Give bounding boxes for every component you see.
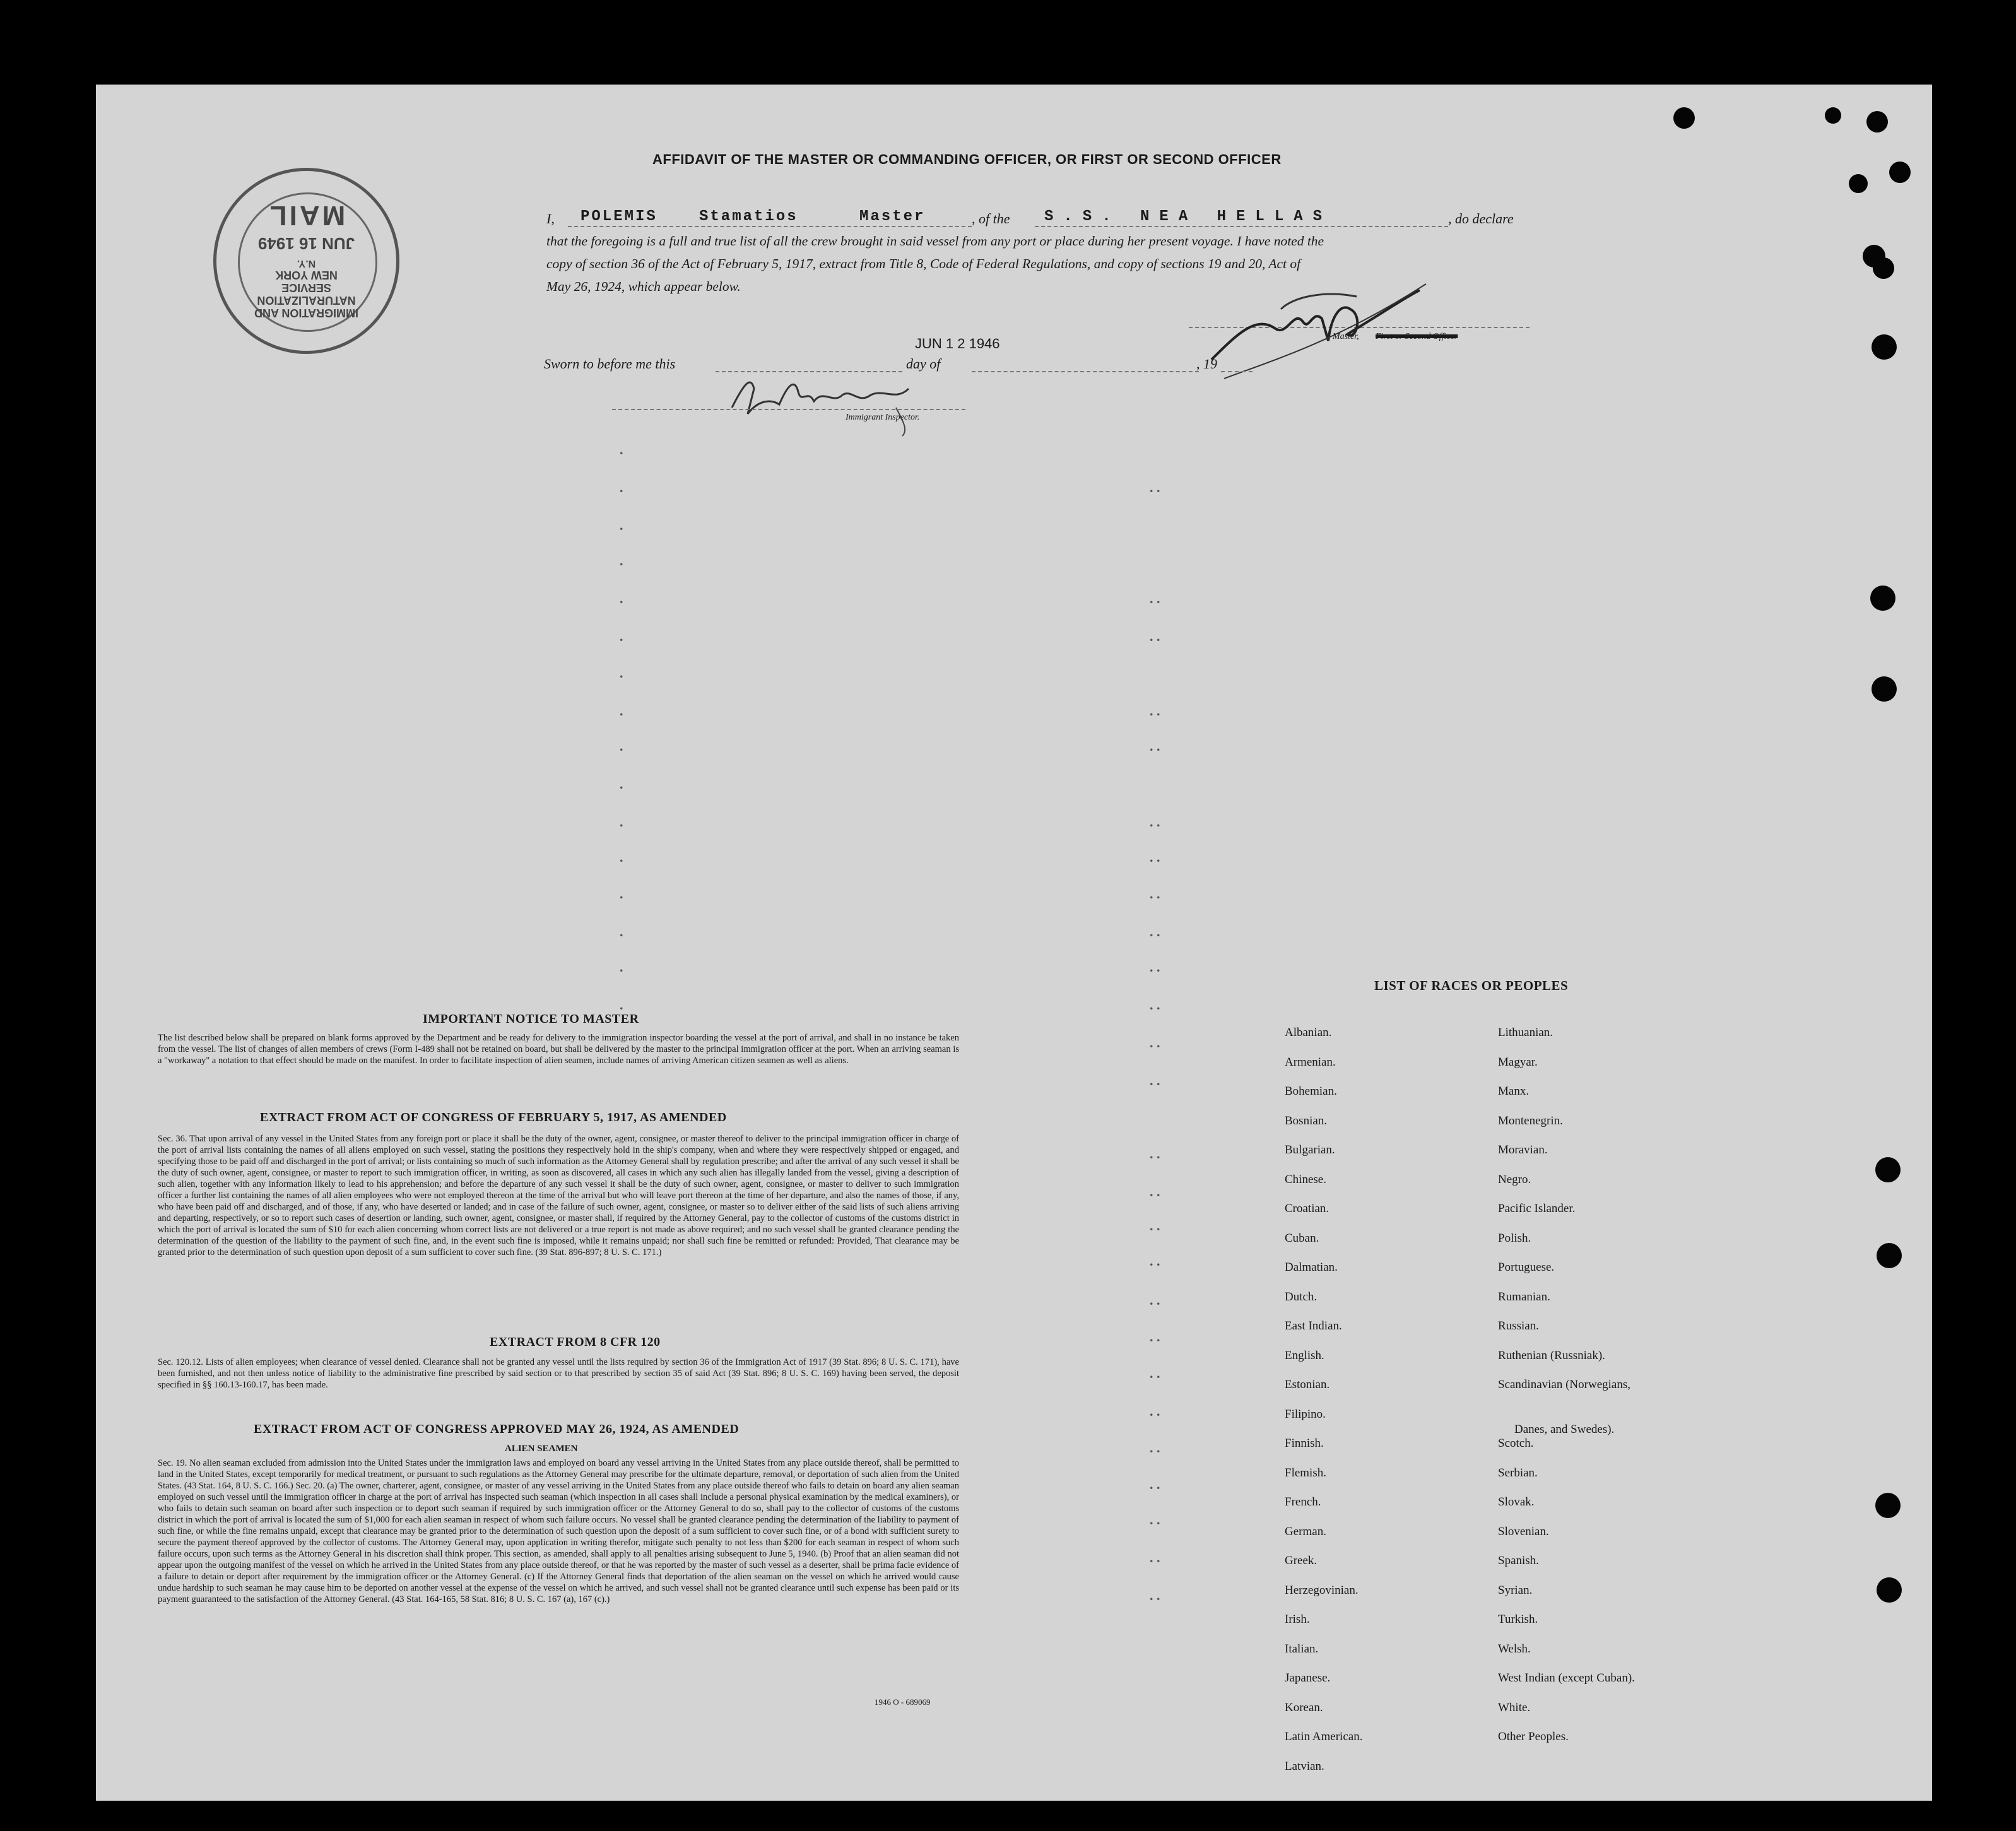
race-item: Filipino. <box>1285 1407 1326 1421</box>
race-item: Scotch. <box>1498 1437 1534 1450</box>
race-item: White. <box>1498 1700 1531 1714</box>
race-item: West Indian (except Cuban). <box>1498 1671 1635 1685</box>
race-item: Dutch. <box>1285 1290 1317 1304</box>
extract-1917-body: Sec. 36. That upon arrival of any vessel in the United States from any foreign port or place it shall be the duty of the owner, agent, consignee, or master thereof to deliver to the principal immigration officer in charge of the port of arrival lists containing the names of all aliens employed on such vessel, stating the positions they respectively hold in the ship's company, when and where they were respectively shipped or engaged, and specifying those to be paid off and discharged in the port of arrival; or lists containing so much of such information as the Attorney General shall by regulation prescribe; and after the arrival of any such vessel it shall be the duty of such owner, agent, consignee, or master to report to such immigration officer, in writing, as soon as discovered, all cases in which any such alien has illegally landed from the vessel, giving a description of such alien, together with any information likely to lead to his apprehension; and before the departure of any such vessel it shall be the duty of such owner, agent, consignee, or master to deliver to such immigration officer a further list containing the names of all alien employees who were not employed thereon at the time of the arrival but who will leave port thereon at the time of her departure, and also the names of those, if any, who have been paid off and discharged, and of those, if any, who have deserted or landed; and in case of the failure of such owner, agent, consignee, or master so to deliver either of the said lists of such aliens arriving and departing, respectively, or so to report such cases of desertion or landing, such owner, agent, consignee, or master shall, if required by the Attorney General, pay to the collector of customs of the customs district in which the port of arrival is located the sum of $10 for each alien concerning whom correct lists are not delivered or a true report is not made as above required; and no such vessel shall be granted clearance pending the determination of the question of the liability to the payment of such fine, and, in the event such fine is imposed, while it remains unpaid; nor shall such fine be remitted or refunded: Provided, That clearance may be granted prior to the determination of such question upon deposit of a sum sufficient to cover such fine. (39 Stat. 896-897; 8 U. S. C. 171.) <box>158 1134 959 1257</box>
race-item: Slovak. <box>1498 1495 1535 1509</box>
race-item: Magyar. <box>1498 1055 1538 1069</box>
punch-hole <box>1875 1157 1901 1182</box>
print-code: 1946 O - 689069 <box>875 1697 931 1707</box>
master-given-name: Stamatios <box>699 208 798 225</box>
punch-hole <box>1872 676 1897 702</box>
punch-hole <box>1849 174 1868 193</box>
race-item: Bosnian. <box>1285 1114 1328 1127</box>
race-item: Polish. <box>1498 1231 1531 1245</box>
race-item: Lithuanian. <box>1498 1026 1553 1039</box>
punch-hole <box>1825 107 1841 124</box>
race-item: Pacific Islander. <box>1498 1202 1576 1215</box>
day-of-label: day of <box>906 356 941 372</box>
race-item: Russian. <box>1498 1319 1539 1333</box>
race-item: Turkish. <box>1498 1613 1538 1626</box>
race-item: Albanian. <box>1285 1026 1332 1039</box>
race-item: Slovenian. <box>1498 1524 1549 1538</box>
races-title: LIST OF RACES OR PEOPLES <box>1374 978 1569 993</box>
race-item: Portuguese. <box>1498 1261 1555 1274</box>
do-declare-label: , do declare <box>1448 211 1514 227</box>
race-item: Japanese. <box>1285 1671 1331 1685</box>
race-item: Latin American. <box>1285 1730 1363 1743</box>
race-item: East Indian. <box>1285 1319 1342 1333</box>
race-item: French. <box>1285 1495 1321 1509</box>
race-item: Bulgarian. <box>1285 1143 1335 1157</box>
punch-hole <box>1875 1493 1901 1518</box>
race-item: Ruthenian (Russniak). <box>1498 1348 1605 1362</box>
notice-body: The list described below shall be prepared on blank forms approved by the Department and be ready for delivery to the immigration inspector boarding the vessel at the port of arrival, and shall in no instance be taken from the vessel. The list of changes of alien members of crews (Form I-489 shall not be retained on board, but shall be delivered by the master to the principal immigration officer at the port. When an arriving seaman is a "workaway" a notation to that effect should be made on the manifest. In order to facilitate inspection of alien seamen, include names of arriving American citizen seamen as well as aliens. <box>158 1033 959 1066</box>
punch-hole <box>1889 162 1911 183</box>
mail-received-stamp: IMMIGRATION AND NATURALIZATION SERVICE NEW YORK N.Y. JUN 16 1949 MAIL <box>213 168 399 354</box>
race-item: Finnish. <box>1285 1437 1324 1450</box>
extract-1924-body: Sec. 19. No alien seaman excluded from admission into the United States under the immigration laws and employed on board any vessel arriving in the United States from any place outside thereof, shall be permitted to land in the United States, except temporarily for medical treatment, or pursuant to such regulations as the Attorney General may prescribe for the ultimate departure, removal, or deportation of such alien from the United States. (43 Stat. 164, 8 U. S. C. 166.) Sec. 20. (a) The owner, charterer, agent, consignee, or master of any vessel arriving in the United States from any place outside thereof who fails to detain on board any alien seaman employed on such vessel until the immigration officer in charge at the port of arrival has inspected such seaman (which inspection in all cases shall include a personal physical examination by the medical examiners), or who fails to detain such seaman on board after such inspection or to deport such seaman if required by such immigration officer or the Attorney General to do so, shall pay to the collector of customs of the customs district in which the port of arrival is located the sum of $1,000 for each alien seaman in respect of whom such failure occurs. No vessel shall be granted clearance pending the determination of the liability to payment of such fine, or while the fine remains unpaid, except that clearance may be granted prior to the determination of such question upon the deposit of a sum sufficient to cover such fine, or of a bond with sufficient surety to secure the payment thereof approved by the collector of customs. The Attorney General may, upon application in writing therefor, mitigate such penalty to not less than $200 for each seaman in respect of whom such failure occurs, upon such terms as the Attorney General in his discretion shall think proper. This section, as amended, shall apply to all penalties arising subsequent to June 5, 1940. (b) Proof that an alien seaman did not appear upon the outgoing manifest of the vessel on which he arrived in the United States from any place outside thereof, or that he was reported by the master of such vessel as a deserter, shall be prima facie evidence of a failure to detain or deport after requirement by the immigration officer or the Attorney General. (c) If the Attorney General finds that deportation of the alien seaman on the vessel on which he arrived would cause undue hardship to such seaman he may cause him to be deported on another vessel at the expense of the vessel on which he arrived, and such vessel shall not be granted clearance until such expense has been paid or its payment guaranteed to the satisfaction of the Attorney General. (43 Stat. 164-165, 58 Stat. 816; 8 U. S. C. 167 (a), 167 (c).) <box>158 1458 959 1604</box>
affidavit-text-line1: that the foregoing is a full and true list of all the crew brought in said vessel from any port or place during her present voyage. I have noted the <box>546 233 1324 249</box>
sworn-label: Sworn to before me this <box>544 356 676 372</box>
race-item: Moravian. <box>1498 1143 1548 1157</box>
punch-hole <box>1872 334 1897 360</box>
punch-hole <box>1866 111 1888 132</box>
race-item: Estonian. <box>1285 1378 1330 1391</box>
extract-cfr-title: EXTRACT FROM 8 CFR 120 <box>490 1335 661 1349</box>
race-item: Italian. <box>1285 1642 1319 1656</box>
race-item: Dalmatian. <box>1285 1261 1338 1274</box>
extract-1917-title: EXTRACT FROM ACT OF CONGRESS OF FEBRUARY 5, 1917, AS AMENDED <box>260 1110 727 1124</box>
race-item: Korean. <box>1285 1700 1323 1714</box>
race-item: Flemish. <box>1285 1466 1326 1480</box>
date-stamp: JUN 1 2 1946 <box>915 336 1000 351</box>
extract-cfr-body: Sec. 120.12. Lists of alien employees; when clearance of vessel denied. Clearance shall not be granted any vessel until the lists required by section 36 of the Immigration Act of 1917 (39 Stat. 896; 8 U. S. C. 171), have been furnished, and not then unless notice of liability to the administrative fine prescribed by said section or to that prescribed by section 35 of said Act (39 Stat. 896; 8 U. S. C. 169) having been served, the deposit specified in §§ 160.13-160.17, has been made. <box>158 1357 959 1390</box>
of-the-label: , of the <box>972 211 1010 227</box>
affidavit-text-line2: copy of section 36 of the Act of February 5, 1917, extract from Title 8, Code of Federal Regulations, and copy of sections 19 and 20, Act of <box>546 256 1301 271</box>
master-caption-struck: First or Second Officer <box>1376 332 1458 341</box>
year-label: , 19 <box>1196 356 1217 372</box>
race-item: Serbian. <box>1498 1466 1538 1480</box>
race-item: Welsh. <box>1498 1642 1531 1656</box>
race-item: Negro. <box>1498 1172 1531 1186</box>
race-item: Montenegrin. <box>1498 1114 1563 1127</box>
punch-hole <box>1873 257 1894 279</box>
race-item: Syrian. <box>1498 1583 1533 1597</box>
punch-hole <box>1877 1243 1902 1268</box>
race-item: Spanish. <box>1498 1554 1539 1567</box>
race-item: Scandinavian (Norwegians, <box>1498 1378 1630 1391</box>
race-item: German. <box>1285 1524 1326 1538</box>
race-item: Croatian. <box>1285 1202 1329 1215</box>
inspector-signature <box>719 370 946 439</box>
race-item: Latvian. <box>1285 1759 1324 1773</box>
race-item: Armenian. <box>1285 1055 1336 1069</box>
i-label: I, <box>546 211 555 227</box>
race-item: Chinese. <box>1285 1172 1326 1186</box>
punch-hole <box>1877 1577 1902 1603</box>
extract-1924-title: EXTRACT FROM ACT OF CONGRESS APPROVED MAY 26, 1924, AS AMENDED <box>254 1422 740 1436</box>
race-item: Bohemian. <box>1285 1085 1337 1098</box>
punch-hole <box>1870 586 1895 611</box>
affidavit-title: AFFIDAVIT OF THE MASTER OR COMMANDING OFFICER, OR FIRST OR SECOND OFFICER <box>652 151 1282 167</box>
race-item: Greek. <box>1285 1554 1317 1567</box>
extract-1924-subtitle: ALIEN SEAMEN <box>505 1444 578 1454</box>
notice-title: IMPORTANT NOTICE TO MASTER <box>423 1012 639 1026</box>
race-item: Danes, and Swedes). <box>1514 1422 1615 1436</box>
race-item: English. <box>1285 1348 1324 1362</box>
master-surname: POLEMIS <box>581 208 657 225</box>
race-item: Other Peoples. <box>1498 1730 1569 1743</box>
race-item: Rumanian. <box>1498 1290 1550 1304</box>
master-caption: Master, <box>1333 332 1359 341</box>
affidavit-text-line3: May 26, 1924, which appear below. <box>546 279 741 294</box>
race-item: Irish. <box>1285 1613 1310 1626</box>
punch-hole <box>1673 107 1695 129</box>
vessel-name: S.S. NEA HELLAS <box>1044 208 1333 225</box>
race-item: Manx. <box>1498 1085 1530 1098</box>
race-item: Herzegovinian. <box>1285 1583 1359 1597</box>
master-signature <box>1199 271 1439 385</box>
inspector-caption: Immigrant Inspector. <box>846 413 920 422</box>
race-item: Cuban. <box>1285 1231 1319 1245</box>
master-rank: Master <box>859 208 926 225</box>
